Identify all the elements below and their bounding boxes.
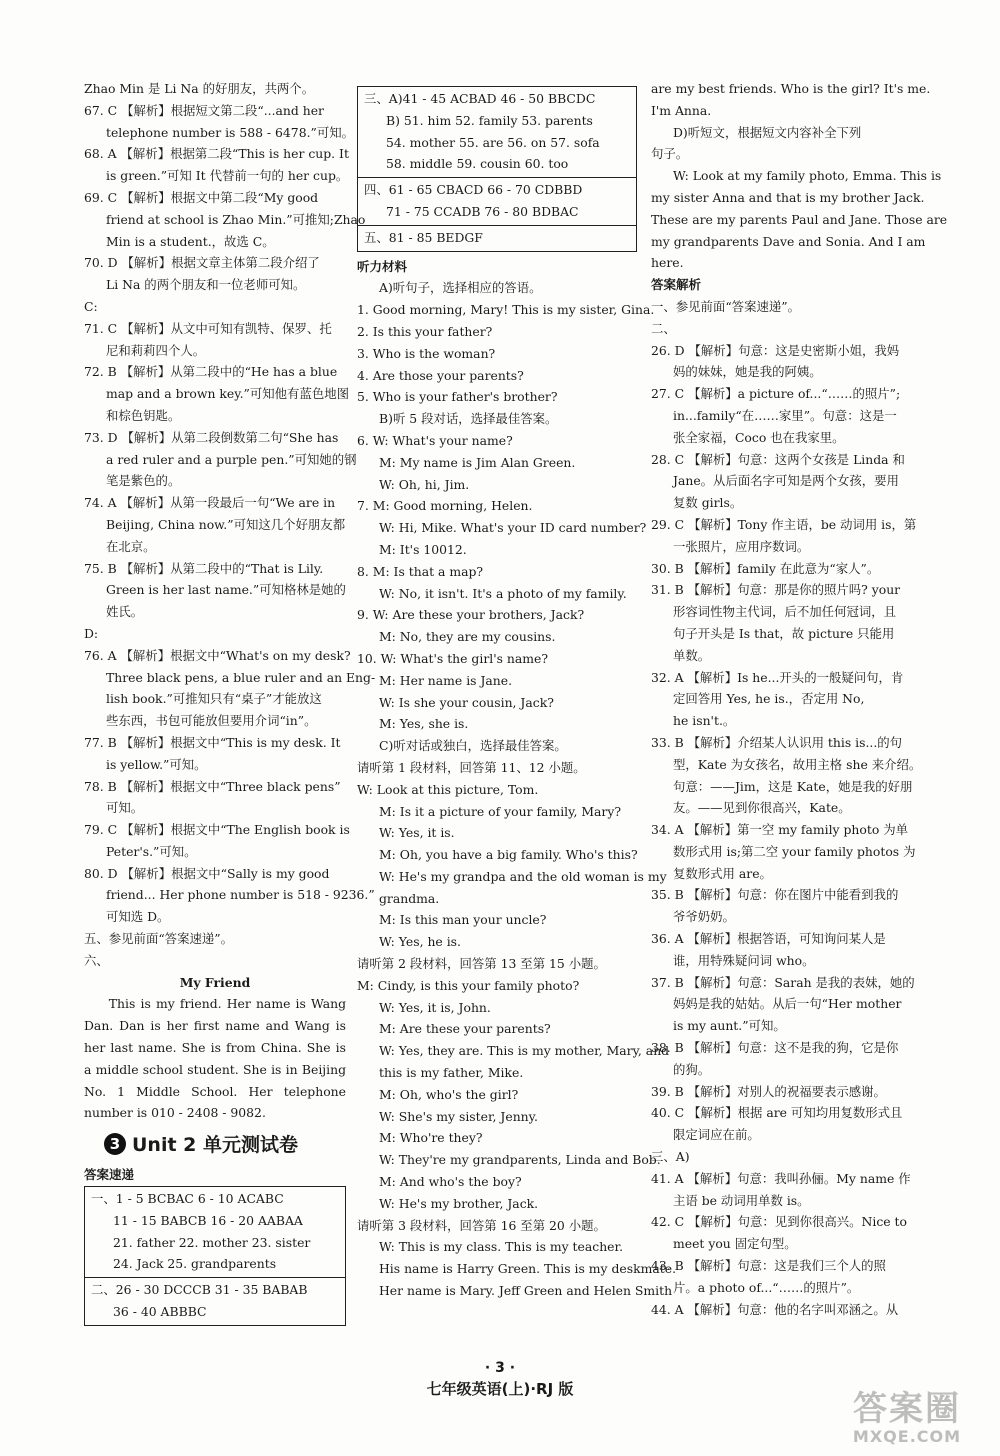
text-line: 主语 be 动词用单数 is。 [673,1192,810,1208]
text-line: 限定词应在前。 [673,1127,760,1143]
text-line: I'm Anna. [651,102,712,118]
text-line: 35. B 【解析】句意：你在图片中能看到我的 [651,887,899,903]
watermark [832,1390,982,1446]
text-line: 72. B 【解析】从第二段中的“He has a blue [84,364,338,380]
answer-key-line: 54. mother 55. are 56. on 57. sofa [386,134,600,150]
answer-key-line: 五、81 - 85 BEDGF [364,229,483,245]
answer-key-line: 24. Jack 25. grandparents [113,1256,277,1272]
text-line: 26. D 【解析】句意：这是史密斯小姐，我妈 [651,342,900,358]
text-line: 笔是紫色的。 [106,473,181,489]
text-line: M: And who's the boy? [379,1174,522,1190]
text-line: 68. A 【解析】根据第二段“This is her cup. It [84,146,349,162]
text-line: meet you 固定句型。 [673,1236,797,1252]
text-line: Peter's.”可知。 [106,843,197,859]
text-line: 75. B 【解析】从第二段中的“That is Lily. [84,560,324,576]
text-line: 请听第 2 段材料，回答第 13 至第 15 小题。 [357,956,606,972]
text-line: a red ruler and a purple pen.”可知她的钢 [106,451,357,467]
text-line: 7. M: Good morning, Helen. [357,498,533,514]
text-line: friend... Her phone number is 518 - 9236.” [106,887,375,903]
answer-key-line: 三、A)41 - 45 ACBAD 46 - 50 BBCDC [364,91,596,106]
text-line: is yellow.”可知。 [106,756,207,772]
essay-title: My Friend [179,974,251,990]
text-line: 型，Kate 为女孩名，故用主格 she 来介绍。 [673,756,922,772]
text-line: 请听第 3 段材料，回答第 16 至第 20 小题。 [357,1217,606,1233]
text-line: 34. A 【解析】第一空 my family photo 为单 [651,822,909,838]
page-number: · 3 · [484,1360,516,1376]
text-line: M: Yes, she is. [379,716,469,732]
text-line: 定回答用 Yes, he is.，否定用 No, [673,691,865,707]
text-line: W: Yes, it is, John. [379,999,491,1015]
text-line: Three black pens, a blue ruler and an Eng- [106,669,376,685]
text-line: 一、参见前面“答案速递”。 [651,298,800,314]
answer-key-line: 71 - 75 CCADB 76 - 80 BDBAC [386,203,579,219]
text-line: M: Is it a picture of your family, Mary? [379,803,621,819]
text-line: 41. A 【解析】句意：我叫孙俪。My name 作 [651,1170,911,1186]
text-line: 31. B 【解析】句意：那是你的照片吗? your [651,582,901,598]
text-line: 27. C 【解析】a picture of...“……的照片”; [651,386,901,402]
text-line: 张全家福，Coco 也在我家里。 [673,429,845,445]
text-line: M: Oh, who's the girl? [379,1086,519,1102]
text-line: 单数。 [673,647,711,663]
text-line: 29. C 【解析】Tony 作主语，be 动词用 is，第 [651,516,917,532]
text-line: 70. D 【解析】根据文章主体第二段介绍了 [84,255,320,271]
answer-key-line: 四、61 - 65 CBACD 66 - 70 CDBBD [364,182,583,198]
text-line: 77. B 【解析】根据文中“This is my desk. It [84,734,341,750]
text-line: A)听句子，选择相应的答语。 [379,280,542,296]
text-line: friend at school is Zhao Min.”可推知;Zhao [106,211,366,227]
text-line: 71. C 【解析】从文中可知有凯特、保罗、托 [84,320,332,336]
answer-key-section [358,226,636,251]
text-line: are my best friends. Who is the girl? It's me. [651,81,931,96]
text-line: 69. C 【解析】根据文中第二段“My good [84,189,319,205]
text-line: 尼和莉莉四个人。 [106,342,206,358]
quick-answers-title: 答案速递 [84,1167,135,1183]
listening-script-continued [651,78,948,274]
text-line: grandma. [379,890,440,906]
edition-label: 七年级英语(上)·RJ 版 [426,1380,574,1398]
text-line: this is my father, Mike. [379,1065,524,1081]
text-line: 句子。 [651,146,689,162]
text-line: 三、A) [651,1149,690,1165]
text-line: 谁，用特殊疑问词 who。 [673,952,815,968]
text-line: 28. C 【解析】句意：这两个女孩是 Linda 和 [651,451,905,467]
text-line: telephone number is 588 - 6478.”可知。 [106,124,355,140]
text-line: D)听短文，根据短文内容补全下列 [673,124,862,140]
text-line: 79. C 【解析】根据文中“The English book is [84,822,350,838]
text-line: Jane。从后面名字可知是两个女孩，要用 [673,473,899,489]
answer-key-line: 11 - 15 BABCB 16 - 20 AABAA [113,1212,303,1228]
text-line: 74. A 【解析】从第一段最后一句“We are in [84,495,336,511]
text-line: W: He's my brother, Jack. [379,1195,539,1211]
text-line: W: Look at this picture, Tom. [357,781,539,797]
text-line: 6. W: What's your name? [357,432,513,448]
text-line: 5. Who is your father's brother? [357,389,558,405]
unit-title: Unit 2 单元测试卷 [132,1134,298,1157]
text-line: 可知选 D。 [106,909,170,925]
text-line: 30. B 【解析】family 在此意为“家人”。 [651,560,880,576]
column-left [84,78,376,1330]
essay-text: This is my friend. Her name is Wang Dan. Dan is her first name and Wang is her last name. She is from China. She is a middle school student. She is in Beijing No. 1 Middle School. Her telephone number is 010 - 2408 - 9082. [84,996,346,1121]
text-line: 句意：——Jim，这是 Kate，她是我的好朋 [673,778,913,794]
quick-answers-box [84,1186,346,1326]
text-line: C)听对话或独白，选择最佳答案。 [379,738,567,754]
unit-heading [104,1128,346,1162]
text-line: M: Her name is Jane. [379,672,513,688]
text-line: Her name is Mary. Jeff Green and Helen Smith [379,1283,673,1299]
listening-title: 听力材料 [357,258,408,274]
text-line: W: Yes, he is. [379,934,461,950]
text-line: is my aunt.”可知。 [673,1018,786,1034]
text-line: 42. C 【解析】句意：见到你很高兴。Nice to [651,1214,907,1230]
text-line: 六、 [84,952,109,968]
text-line: is green.”可知 It 代替前一句的 her cup。 [106,168,349,184]
text-line: 10. W: What's the girl's name? [357,650,549,666]
text-line: W: Look at my family photo, Emma. This is [673,168,942,184]
answer-key-line: 58. middle 59. cousin 60. too [386,156,569,172]
answer-key-section [358,178,636,226]
text-line: 的狗。 [673,1061,711,1077]
text-line: 和棕色钥匙。 [106,407,181,423]
text-line: map and a brown key.”可知他有蓝色地图 [106,386,350,402]
text-line: 4. Are those your parents? [357,367,524,383]
column-right [651,78,948,1320]
text-line: 形容词性物主代词，后不加任何冠词，且 [673,604,897,620]
text-line: 数形式用 is;第二空 your family photos 为 [673,843,916,859]
text-line: 些东西，书包可能放但要用介词“in”。 [106,713,317,729]
text-line: M: Who're they? [379,1130,483,1146]
text-line: M: Are these your parents? [379,1021,551,1037]
text-line: 32. A 【解析】Is he...开头的一般疑问句，肯 [651,669,904,685]
text-line: lish book.”可推知只有“桌子”才能放这 [106,691,322,707]
text-line: 80. D 【解析】根据文中“Sally is my good [84,865,330,881]
text-line: 片。a photo of...“……的照片”。 [673,1279,860,1295]
text-line: 39. B 【解析】对别人的祝福要表示感谢。 [651,1083,886,1099]
text-line: W: They're my grandparents, Linda and Bob. [379,1152,661,1168]
text-line: 2. Is this your father? [357,323,493,339]
answer-key-line: 36 - 40 ABBBC [113,1304,207,1320]
text-line: M: Cindy, is this your family photo? [357,977,580,993]
text-line: 33. B 【解析】介绍某人认识用 this is...的句 [651,734,903,750]
quick-answers-box-continued [357,86,637,252]
answer-key-line: 二、26 - 30 DCCCB 31 - 35 BABAB [91,1282,308,1298]
text-line: 复数 girls。 [673,495,743,511]
text-line: W: He's my grandpa and the old woman is my [379,868,667,884]
text-line: 可知。 [106,800,144,816]
text-line: These are my parents Paul and Jane. Those are [651,211,948,227]
text-line: W: This is my class. This is my teacher. [379,1239,624,1255]
text-line: 友。——见到你很高兴，Kate。 [673,800,851,816]
text-line: C: [84,298,98,314]
text-line: 78. B 【解析】根据文中“Three black pens” [84,778,341,794]
text-line: 73. D 【解析】从第二段倒数第二句“She has [84,429,339,445]
text-line: 爷爷奶奶。 [673,909,735,925]
answer-explanations-left [84,78,376,972]
answer-key-section [85,1187,345,1278]
text-line: 五、参见前面“答案速递”。 [84,931,233,947]
text-line: M: No, they are my cousins. [379,629,556,645]
answer-key-line: 一、1 - 5 BCBAC 6 - 10 ACABC [91,1191,284,1207]
answer-key-line: B) 51. him 52. family 53. parents [386,112,593,128]
answer-key-line: 21. father 22. mother 23. sister [113,1234,311,1250]
text-line: 姓氏。 [106,604,144,620]
watermark-logo-text: 答案圈 [853,1389,961,1429]
answer-key-section [85,1278,345,1325]
text-line: in...family“在……家里”。句意：这是一 [673,407,897,423]
text-line: D: [84,625,99,641]
text-line: M: My name is Jim Alan Green. [379,454,576,470]
text-line: 40. C 【解析】根据 are 可知均用复数形式且 [651,1105,903,1121]
text-line: Li Na 的两个朋友和一位老师可知。 [106,277,306,293]
text-line: 44. A 【解析】句意：他的名字叫邓涵之。从 [651,1301,899,1317]
text-line: here. [651,255,684,271]
text-line: he isn't.。 [673,713,736,729]
text-line: W: Yes, they are. This is my mother, Mary, and [379,1043,670,1059]
text-line: 36. A 【解析】根据答语，可知询问某人是 [651,931,886,947]
text-line: W: Oh, hi, Jim. [379,476,470,492]
text-line: 请听第 1 段材料，回答第 11、12 小题。 [357,759,586,775]
text-line: 妈妈是我的姑姑。从后一句“Her mother [673,996,902,1012]
answer-explanations-right [651,296,935,1320]
text-line: Zhao Min 是 Li Na 的好朋友，共两个。 [84,81,315,96]
text-line: W: She's my sister, Jenny. [379,1108,538,1124]
answer-key-section [358,87,636,178]
text-line: 一张照片，应用序数词。 [673,538,810,554]
text-line: Green is her last name.”可知格林是她的 [106,582,346,598]
text-line: 76. A 【解析】根据文中“What's on my desk? [84,647,351,663]
text-line: 句子开头是 Is that，故 picture 只能用 [673,625,895,641]
text-line: 在北京。 [106,538,156,554]
text-line: W: No, it isn't. It's a photo of my family. [379,585,627,601]
watermark-url: MXQE.COM [852,1427,962,1446]
text-line: Beijing, China now.”可知这几个好朋友都 [106,516,346,532]
text-line: 67. C 【解析】根据短文第二段“...and her [84,102,324,118]
text-line: His name is Harry Green. This is my deskmate. [379,1261,677,1277]
analysis-title: 答案解析 [651,277,702,293]
text-line: 8. M: Is that a map? [357,563,484,579]
text-line: 3. Who is the woman? [357,345,496,361]
text-line: M: It's 10012. [379,541,467,557]
text-line: 1. Good morning, Mary! This is my sister, Gina. [357,302,655,318]
text-line: 38. B 【解析】句意：这不是我的狗，它是你 [651,1040,899,1056]
text-line: W: Hi, Mike. What's your ID card number? [379,520,647,536]
text-line: 37. B 【解析】句意：Sarah 是我的表妹，她的 [651,974,915,990]
text-line: 二、 [651,320,676,336]
text-line: M: Oh, you have a big family. Who's this? [379,847,638,863]
text-line: W: Is she your cousin, Jack? [379,694,554,710]
text-line: 9. W: Are these your brothers, Jack? [357,607,585,623]
text-line: my sister Anna and that is my brother Jack. [651,189,925,205]
unit-number-badge: 3 [104,1133,126,1155]
text-line: W: Yes, it is. [379,825,455,841]
text-line: Min is a student.，故选 C。 [106,233,275,249]
text-line: 43. B 【解析】句意：这是我们三个人的照 [651,1258,886,1274]
text-line: B)听 5 段对话，选择最佳答案。 [379,411,558,427]
text-line: 妈的妹妹，她是我的阿姨。 [673,364,822,380]
text-line: M: Is this man your uncle? [379,912,547,928]
text-line: my grandparents Dave and Sonia. And I am [651,233,926,249]
text-line: 复数形式用 are。 [673,865,772,881]
